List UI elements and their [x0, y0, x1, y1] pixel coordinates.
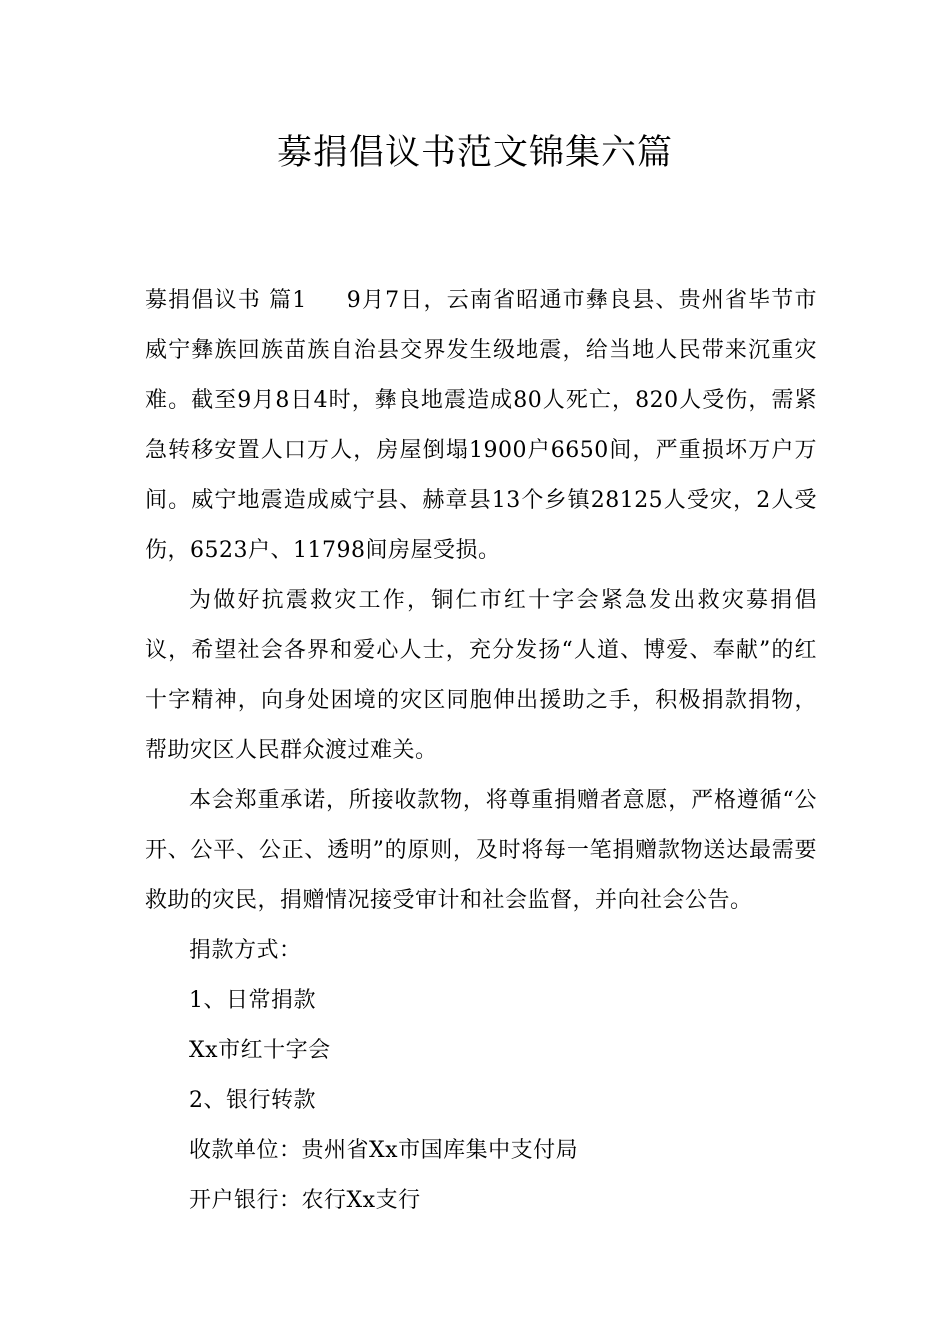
document-body: [145, 276, 817, 1226]
donation-method-label: 捐款方式：: [189, 938, 302, 963]
bank-transfer-item: 2、银行转款: [189, 1088, 316, 1113]
section-heading: 募捐倡议书 篇1: [145, 288, 307, 313]
red-cross-name: Xx市红十字会: [189, 1038, 331, 1063]
paragraph-1: [145, 276, 817, 576]
document-title: 募捐倡议书范文锦集六篇: [276, 133, 673, 173]
payee-unit: 收款单位：贵州省Xx市国库集中支付局: [189, 1138, 579, 1163]
paragraph-3: 本会郑重承诺，所接收款物，将尊重捐赠者意愿，严格遵循“公开、公平、公正、透明”的原则，及时将每一笔捐赠款物送达最需要救助的灾民，捐赠情况接受审计和社会监督，并向社会公告。: [145, 788, 817, 913]
daily-donation-item: 1、日常捐款: [189, 988, 316, 1013]
bank-name: 开户银行：农行Xx支行: [189, 1188, 421, 1213]
paragraph-1-text: 9月7日，云南省昭通市彝良县、贵州省毕节市威宁彝族回族苗族自治县交界发生级地震，给当地人民带来沉重灾难。截至9月8日4时，彝良地震造成80人死亡，820人受伤，需紧急转移安置人口万人，房屋倒塌1900户6650间，严重损坏万户万间。威宁地震造成威宁县、赫章县13个乡镇28125人受灾，2人受伤，6523户、11798间房屋受损。: [145, 288, 817, 563]
paragraph-2: 为做好抗震救灾工作，铜仁市红十字会紧急发出救灾募捐倡议，希望社会各界和爱心人士，充分发扬“人道、博爱、奉献”的红十字精神，向身处困境的灾区同胞伸出援助之手，积极捐款捐物，帮助灾区人民群众渡过难关。: [145, 588, 817, 763]
